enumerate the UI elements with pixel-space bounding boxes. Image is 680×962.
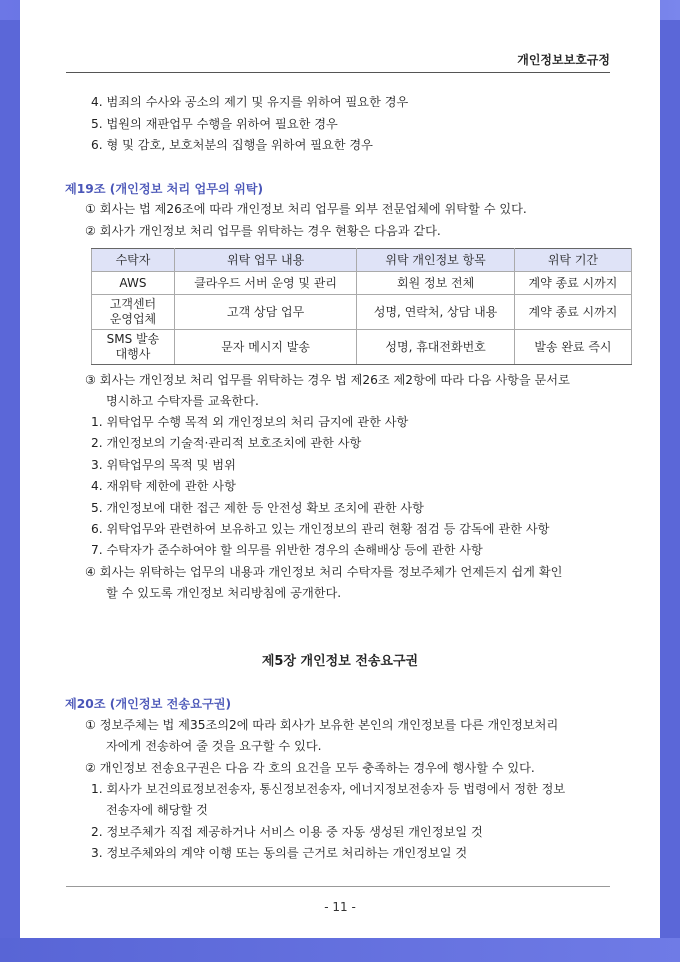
cell-text: AWS xyxy=(119,275,147,290)
article-20-title: 제20조 (개인정보 전송요구권) xyxy=(65,697,232,711)
table-header-cell: 위탁 개인정보 항목 xyxy=(357,249,515,272)
cell-text: 대행사 xyxy=(115,347,151,361)
page-number: - 11 - xyxy=(324,900,356,914)
list-item: 3. 위탁업무의 목적 및 범위 xyxy=(91,458,236,472)
list-item: 6. 형 및 감호, 보호처분의 집행을 위하여 필요한 경우 xyxy=(91,138,373,152)
paragraph: ② 회사가 개인정보 처리 업무를 위탁하는 경우 현황은 다음과 같다. xyxy=(85,224,441,238)
table-cell: 클라우드 서버 운영 및 관리 xyxy=(174,272,356,295)
article-19-title: 제19조 (개인정보 처리 업무의 위탁) xyxy=(65,182,264,196)
list-item: 3. 정보주체와의 계약 이행 또는 동의를 근거로 처리하는 개인정보일 것 xyxy=(91,846,468,860)
table-cell: 계약 종료 시까지 xyxy=(514,295,631,330)
table-header-row xyxy=(92,249,632,272)
list-item: 5. 개인정보에 대한 접근 제한 등 안전성 확보 조치에 관한 사항 xyxy=(91,501,424,515)
table-cell xyxy=(92,330,175,365)
list-item: 1. 위탁업무 수행 목적 외 개인정보의 처리 금지에 관한 사항 xyxy=(91,415,409,429)
table-cell: 고객 상담 업무 xyxy=(174,295,356,330)
list-item: 4. 재위탁 제한에 관한 사항 xyxy=(91,479,236,493)
bottom-frame-band xyxy=(0,938,680,962)
table-cell xyxy=(92,272,175,295)
table-header-cell: 위탁 기간 xyxy=(514,249,631,272)
paragraph: ④ 회사는 위탁하는 업무의 내용과 개인정보 처리 수탁자를 정보주체가 언제든지 쉽게 확인 xyxy=(85,565,563,579)
cell-text: 운영업체 xyxy=(109,312,157,326)
list-item: 2. 개인정보의 기술적·관리적 보호조치에 관한 사항 xyxy=(91,436,362,450)
table-cell: 성명, 휴대전화번호 xyxy=(357,330,515,365)
paragraph-continuation: 자에게 전송하여 줄 것을 요구할 수 있다. xyxy=(106,739,322,753)
list-item: 7. 수탁자가 준수하여야 할 의무를 위반한 경우의 손해배상 등에 관한 사항 xyxy=(91,543,483,557)
cell-text: SMS 발송 xyxy=(106,332,160,346)
table-row xyxy=(92,295,632,330)
table-header-cell: 수탁자 xyxy=(92,249,175,272)
paragraph-continuation: 명시하고 수탁자를 교육한다. xyxy=(106,394,259,408)
paragraph: ③ 회사는 개인정보 처리 업무를 위탁하는 경우 법 제26조 제2항에 따라 다음 사항을 문서로 xyxy=(85,373,570,387)
consignment-table xyxy=(91,248,632,365)
table-cell xyxy=(92,295,175,330)
document-page xyxy=(20,0,660,938)
list-item: 4. 범죄의 수사와 공소의 제기 및 유지를 위하여 필요한 경우 xyxy=(91,95,409,109)
table-cell: 발송 완료 즉시 xyxy=(514,330,631,365)
list-item: 2. 정보주체가 직접 제공하거나 서비스 이용 중 자동 생성된 개인정보일 것 xyxy=(91,825,483,839)
table-header-cell: 위탁 업무 내용 xyxy=(174,249,356,272)
list-item: 5. 법원의 재판업무 수행을 위하여 필요한 경우 xyxy=(91,117,338,131)
list-item-continuation: 전송자에 해당할 것 xyxy=(106,803,208,817)
table-row xyxy=(92,272,632,295)
table-cell: 성명, 연락처, 상담 내용 xyxy=(357,295,515,330)
paragraph: ① 정보주체는 법 제35조의2에 따라 회사가 보유한 본인의 개인정보를 다른 개인정보처리 xyxy=(85,718,559,732)
header-title: 개인정보보호규정 xyxy=(517,53,610,67)
table-row xyxy=(92,330,632,365)
table-cell: 회원 정보 전체 xyxy=(357,272,515,295)
cell-text: 고객센터 xyxy=(109,297,157,311)
list-item: 6. 위탁업무와 관련하여 보유하고 있는 개인정보의 관리 현황 점검 등 감독에 관한 사항 xyxy=(91,522,550,536)
table-cell: 계약 종료 시까지 xyxy=(514,272,631,295)
list-item: 1. 회사가 보건의료정보전송자, 통신정보전송자, 에너지정보전송자 등 법령에서 정한 정보 xyxy=(91,782,566,796)
chapter-title: 제5장 개인정보 전송요구권 xyxy=(261,654,419,669)
paragraph-continuation: 할 수 있도록 개인정보 처리방침에 공개한다. xyxy=(106,586,342,600)
header-rule xyxy=(66,72,610,73)
paragraph: ② 개인정보 전송요구권은 다음 각 호의 요건을 모두 충족하는 경우에 행사할 수 있다. xyxy=(85,761,535,775)
footer-rule xyxy=(66,886,610,887)
paragraph: ① 회사는 법 제26조에 따라 개인정보 처리 업무를 외부 전문업체에 위탁할 수 있다. xyxy=(85,202,527,216)
table-cell: 문자 메시지 발송 xyxy=(174,330,356,365)
